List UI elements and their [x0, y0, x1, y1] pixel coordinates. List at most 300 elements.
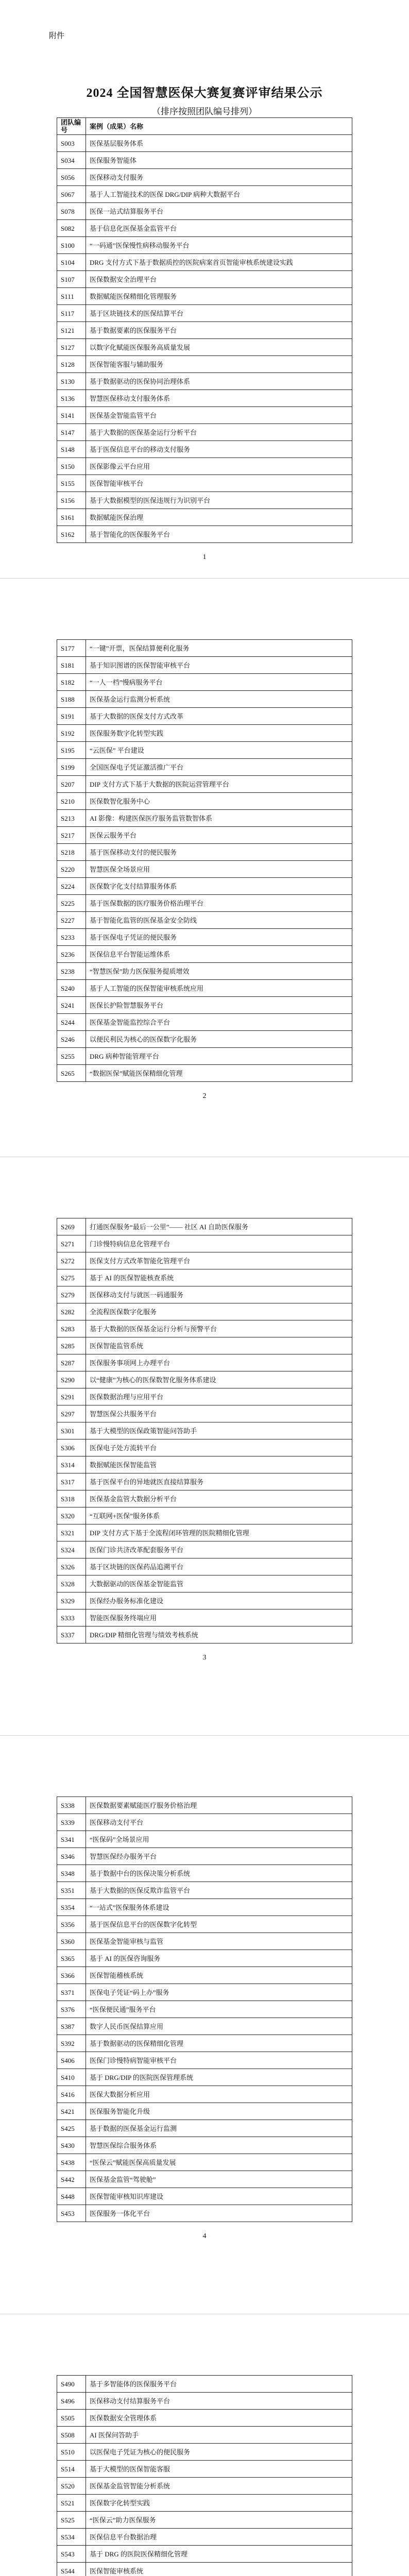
team-id-cell: S490	[57, 2376, 86, 2393]
case-name-cell: 医保智能客服与辅助服务	[86, 356, 352, 373]
team-id-cell: S438	[57, 2154, 86, 2171]
case-name-cell: 医保服务智能体	[86, 152, 352, 169]
case-name-cell: 医保移动支付平台	[86, 1814, 352, 1831]
team-id-cell: S333	[57, 1609, 86, 1626]
table-row	[57, 1320, 352, 1337]
case-name-cell: 以数字化赋能医保服务高质量发展	[86, 339, 352, 356]
case-name-cell: 医保智能审核平台	[86, 475, 352, 492]
team-id-cell: S521	[57, 2495, 86, 2512]
table-row	[57, 169, 352, 186]
team-id-cell: S287	[57, 1354, 86, 1371]
case-name-cell: 医保移动支付服务	[86, 169, 352, 186]
table-row	[57, 1456, 352, 1473]
table-row	[57, 390, 352, 407]
page-number: 3	[202, 1654, 207, 1662]
team-id-cell: S195	[57, 742, 86, 759]
case-name-cell: 基于医保信息平台的医保数字化转型	[86, 1916, 352, 1933]
case-name-cell: 医保基金智能审核与监管	[86, 1933, 352, 1950]
case-name-cell: 基于人工智能技术的医保 DRG/DIP 病种大数据平台	[86, 186, 352, 203]
team-id-cell: S220	[57, 861, 86, 878]
case-name-cell: 智慧医保经办服务平台	[86, 1848, 352, 1865]
team-id-cell: S328	[57, 1575, 86, 1592]
case-name-cell: DIP 支付方式下基于全流程闭环管理的医院精细化管理	[86, 1524, 352, 1541]
case-name-cell: 基于智能化监管的医保基金安全防线	[86, 912, 352, 929]
team-id-cell: S356	[57, 1916, 86, 1933]
team-id-cell: S117	[57, 305, 86, 322]
case-name-cell: “一码通”医保慢性病移动服务平台	[86, 237, 352, 254]
table-row	[57, 1405, 352, 1422]
table-row	[57, 1065, 352, 1082]
team-id-cell: S148	[57, 441, 86, 458]
table-row	[57, 1882, 352, 1899]
case-name-cell: 医保智能稽核系统	[86, 1967, 352, 1984]
team-id-cell: S225	[57, 895, 86, 912]
team-id-cell: S272	[57, 1252, 86, 1269]
case-name-cell: 基于大模型的医保政策智能问答助手	[86, 1422, 352, 1439]
page-number: 4	[202, 2232, 207, 2240]
table-row	[57, 691, 352, 708]
case-name-cell: 基于知识图谱的医保智能审核平台	[86, 657, 352, 674]
team-id-cell: S147	[57, 424, 86, 441]
team-id-cell: S136	[57, 390, 86, 407]
case-name-cell: 基于医保移动支付的便民服务	[86, 844, 352, 861]
team-id-cell: S442	[57, 2171, 86, 2188]
case-name-cell: 基于人工智能的医保智能审核系统应用	[86, 980, 352, 997]
case-name-cell: “一人一档”慢病服务平台	[86, 674, 352, 691]
team-id-cell: S236	[57, 946, 86, 963]
table-row	[57, 2529, 352, 2546]
team-id-cell: S207	[57, 776, 86, 793]
table-row	[57, 2035, 352, 2052]
team-id-cell: S233	[57, 929, 86, 946]
table-row	[57, 1388, 352, 1405]
results-table	[57, 1797, 352, 2222]
team-id-cell: S366	[57, 1967, 86, 1984]
page-number: 2	[202, 1092, 207, 1100]
table-row	[57, 1933, 352, 1950]
case-name-cell: 以医保电子凭证为核心的便民服务	[86, 2444, 352, 2461]
case-name-cell: 医保服务事项网上办理平台	[86, 1354, 352, 1371]
table-row	[57, 963, 352, 980]
team-id-cell: S240	[57, 980, 86, 997]
case-name-cell: “互联网+医保”服务体系	[86, 1507, 352, 1524]
table-row	[57, 1252, 352, 1269]
team-id-cell: S082	[57, 220, 86, 237]
case-name-cell: 基于数据驱动的医保精细化管理	[86, 2035, 352, 2052]
page-4	[0, 1736, 409, 2314]
table-row	[57, 1014, 352, 1031]
team-id-cell: S306	[57, 1439, 86, 1456]
table-row	[57, 2154, 352, 2171]
case-name-cell: 基于 DRG 的医院医保精细化管理	[86, 2546, 352, 2563]
team-id-cell: S376	[57, 2001, 86, 2018]
table-header-row	[57, 118, 352, 135]
team-id-cell: S244	[57, 1014, 86, 1031]
table-row	[57, 1575, 352, 1592]
case-name-cell: 医保一站式结算服务平台	[86, 203, 352, 220]
table-row	[57, 657, 352, 674]
table-row	[57, 2376, 352, 2393]
team-id-cell: S141	[57, 407, 86, 424]
case-name-cell: “医保云”助力医保服务	[86, 2512, 352, 2529]
table-row	[57, 1916, 352, 1933]
team-id-cell: S338	[57, 1797, 86, 1814]
table-row	[57, 776, 352, 793]
case-name-cell: 医保电子处方流转平台	[86, 1439, 352, 1456]
results-table	[57, 117, 352, 543]
table-row	[57, 203, 352, 220]
table-row	[57, 793, 352, 810]
case-name-cell: 医保数智化服务中心	[86, 793, 352, 810]
team-id-cell: S351	[57, 1882, 86, 1899]
table-row	[57, 1490, 352, 1507]
team-id-cell: S218	[57, 844, 86, 861]
page-3	[0, 1157, 409, 1735]
team-id-cell: S227	[57, 912, 86, 929]
page-5	[0, 2314, 409, 2576]
team-id-cell: S318	[57, 1490, 86, 1507]
case-name-cell: AI 影像：构建医保医疗服务监管数智体系	[86, 810, 352, 827]
case-name-cell: “数据医保”赋能医保精细化管理	[86, 1065, 352, 1082]
table-row	[57, 1592, 352, 1609]
team-id-cell: S291	[57, 1388, 86, 1405]
team-id-cell: S107	[57, 271, 86, 288]
table-row	[57, 725, 352, 742]
table-row	[57, 2188, 352, 2205]
case-name-cell: “一键”开票，医保结算便利化服务	[86, 640, 352, 657]
team-id-cell: S430	[57, 2137, 86, 2154]
table-row	[57, 1473, 352, 1490]
table-row	[57, 237, 352, 254]
case-name-cell: 医保基金监管智能分析系统	[86, 2478, 352, 2495]
table-row	[57, 1048, 352, 1065]
table-row	[57, 1422, 352, 1439]
case-name-cell: 基于医保数据的医疗服务价格治理平台	[86, 895, 352, 912]
table-row	[57, 1269, 352, 1286]
table-row	[57, 186, 352, 203]
table-row	[57, 810, 352, 827]
table-row	[57, 1337, 352, 1354]
case-name-cell: 基于智能化的医保服务平台	[86, 526, 352, 543]
team-id-cell: S326	[57, 1558, 86, 1575]
table-row	[57, 1031, 352, 1048]
case-name-cell: 数字人民币医保结算应用	[86, 2018, 352, 2035]
case-name-cell: 基于 DRG/DIP 的医院医保管理系统	[86, 2069, 352, 2086]
case-name-cell: 智慧医保综合服务体系	[86, 2137, 352, 2154]
team-id-cell: S534	[57, 2529, 86, 2546]
table-row	[57, 742, 352, 759]
case-name-cell: 基于 AI 的医保咨询服务	[86, 1950, 352, 1967]
table-row	[57, 1507, 352, 1524]
case-name-cell: 医保智能审核系统	[86, 2563, 352, 2576]
header-team-id: 团队编号	[57, 118, 86, 135]
team-id-cell: S365	[57, 1950, 86, 1967]
case-name-cell: 医保支付方式改革智能化管理平台	[86, 1252, 352, 1269]
team-id-cell: S544	[57, 2563, 86, 2576]
table-row	[57, 2018, 352, 2035]
table-row	[57, 424, 352, 441]
table-row	[57, 1626, 352, 1643]
table-row	[57, 441, 352, 458]
team-id-cell: S275	[57, 1269, 86, 1286]
table-row	[57, 2069, 352, 2086]
team-id-cell: S213	[57, 810, 86, 827]
table-row	[57, 997, 352, 1014]
team-id-cell: S255	[57, 1048, 86, 1065]
page-number: 1	[202, 553, 207, 561]
case-name-cell: “云医保” 平台建设	[86, 742, 352, 759]
table-row	[57, 2478, 352, 2495]
case-name-cell: 智慧医保全场景应用	[86, 861, 352, 878]
team-id-cell: S181	[57, 657, 86, 674]
table-row	[57, 492, 352, 509]
team-id-cell: S406	[57, 2052, 86, 2069]
team-id-cell: S505	[57, 2410, 86, 2427]
table-row	[57, 640, 352, 657]
case-name-cell: 门诊慢特病信息化管理平台	[86, 1235, 352, 1252]
table-row	[57, 2171, 352, 2188]
table-row	[57, 1541, 352, 1558]
team-id-cell: S067	[57, 186, 86, 203]
table-row	[57, 373, 352, 390]
team-id-cell: S246	[57, 1031, 86, 1048]
case-name-cell: “医保码”全场景应用	[86, 1831, 352, 1848]
table-row	[57, 2120, 352, 2137]
table-row	[57, 980, 352, 997]
team-id-cell: S265	[57, 1065, 86, 1082]
case-name-cell: 以“健康”为核心的医保数智化服务体系建设	[86, 1371, 352, 1388]
case-name-cell: 医保基金监管“驾驶舱”	[86, 2171, 352, 2188]
case-name-cell: “医保云”赋能医保高质量发展	[86, 2154, 352, 2171]
team-id-cell: S100	[57, 237, 86, 254]
table-row	[57, 1797, 352, 1814]
case-name-cell: 数据赋能医保精细化管理服务	[86, 288, 352, 305]
table-row	[57, 288, 352, 305]
table-row	[57, 2205, 352, 2222]
case-name-cell: “一站式”医保服务体系建设	[86, 1899, 352, 1916]
case-name-cell: 医保基金智能监控综合平台	[86, 1014, 352, 1031]
table-row	[57, 2444, 352, 2461]
team-id-cell: S217	[57, 827, 86, 844]
header-case-name: 案例（成果）名称	[86, 118, 352, 135]
team-id-cell: S188	[57, 691, 86, 708]
table-row	[57, 929, 352, 946]
team-id-cell: S354	[57, 1899, 86, 1916]
table-row	[57, 2086, 352, 2103]
team-id-cell: S156	[57, 492, 86, 509]
team-id-cell: S155	[57, 475, 86, 492]
case-name-cell: 基于数据的医保基金运行监测	[86, 2120, 352, 2137]
case-name-cell: 全国医保电子凭证激活推广平台	[86, 759, 352, 776]
table-row	[57, 827, 352, 844]
team-id-cell: S317	[57, 1473, 86, 1490]
team-id-cell: S525	[57, 2512, 86, 2529]
case-name-cell: 基于数据中台的医保决策分析系统	[86, 1865, 352, 1882]
case-name-cell: 医保基金监管大数据分析平台	[86, 1490, 352, 1507]
table-row	[57, 305, 352, 322]
table-row	[57, 1984, 352, 2001]
team-id-cell: S337	[57, 1626, 86, 1643]
table-row	[57, 1609, 352, 1626]
case-name-cell: 基于 AI 的医保智能核查系统	[86, 1269, 352, 1286]
case-name-cell: 以便民利民为核心的医保数字化服务	[86, 1031, 352, 1048]
table-row	[57, 1899, 352, 1916]
team-id-cell: S104	[57, 254, 86, 271]
case-name-cell: 智慧医保移动支付服务体系	[86, 390, 352, 407]
team-id-cell: S128	[57, 356, 86, 373]
table-row	[57, 1439, 352, 1456]
case-name-cell: 医保门诊慢特病智能审核平台	[86, 2052, 352, 2069]
table-row	[57, 1558, 352, 1575]
case-name-cell: 医保智能监管系统	[86, 1337, 352, 1354]
team-id-cell: S111	[57, 288, 86, 305]
case-name-cell: “智慧医保”助力医保服务提质增效	[86, 963, 352, 980]
table-row	[57, 1524, 352, 1541]
table-row	[57, 1218, 352, 1235]
team-id-cell: S161	[57, 509, 86, 526]
case-name-cell: DIP 支付方式下基于大数据的医院运营管理平台	[86, 776, 352, 793]
results-table	[57, 2375, 352, 2576]
table-row	[57, 2495, 352, 2512]
case-name-cell: 智慧医保公共服务平台	[86, 1405, 352, 1422]
case-name-cell: 基于区块链技术的医保结算平台	[86, 305, 352, 322]
team-id-cell: S348	[57, 1865, 86, 1882]
table-row	[57, 912, 352, 929]
table-row	[57, 2563, 352, 2576]
case-name-cell: 医保移动支付与就医一码通服务	[86, 1286, 352, 1303]
team-id-cell: S320	[57, 1507, 86, 1524]
team-id-cell: S283	[57, 1320, 86, 1337]
case-name-cell: 医保基层服务体系	[86, 135, 352, 152]
team-id-cell: S510	[57, 2444, 86, 2461]
attachment-label: 附件	[49, 31, 65, 40]
table-row	[57, 271, 352, 288]
table-row	[57, 509, 352, 526]
case-name-cell: 医保信息平台数据治理	[86, 2529, 352, 2546]
table-row	[57, 1235, 352, 1252]
table-row	[57, 1371, 352, 1388]
case-name-cell: 医保服务一体化平台	[86, 2205, 352, 2222]
table-row	[57, 759, 352, 776]
table-row	[57, 2512, 352, 2529]
case-name-cell: 智能医保服务终端应用	[86, 1609, 352, 1626]
table-row	[57, 1967, 352, 1984]
team-id-cell: S182	[57, 674, 86, 691]
case-name-cell: AI 医保问答助手	[86, 2427, 352, 2444]
table-row	[57, 135, 352, 152]
team-id-cell: S127	[57, 339, 86, 356]
team-id-cell: S421	[57, 2103, 86, 2120]
table-row	[57, 526, 352, 543]
team-id-cell: S520	[57, 2478, 86, 2495]
table-row	[57, 946, 352, 963]
case-name-cell: 大数据驱动的医保基金智能监管	[86, 1575, 352, 1592]
table-row	[57, 339, 352, 356]
table-row	[57, 861, 352, 878]
case-name-cell: 医保云服务平台	[86, 827, 352, 844]
table-row	[57, 2137, 352, 2154]
case-name-cell: DRG 支付方式下基于数据质控的医院病案首页智能审核系统建设实践	[86, 254, 352, 271]
case-name-cell: 医保数字化转型实践	[86, 2495, 352, 2512]
table-row	[57, 254, 352, 271]
table-row	[57, 2427, 352, 2444]
team-id-cell: S360	[57, 1933, 86, 1950]
case-name-cell: 医保服务数字化转型实践	[86, 725, 352, 742]
case-name-cell: “医保便民通”服务平台	[86, 2001, 352, 2018]
case-name-cell: 医保电子凭证“码上办”服务	[86, 1984, 352, 2001]
team-id-cell: S130	[57, 373, 86, 390]
table-row	[57, 1950, 352, 1967]
team-id-cell: S177	[57, 640, 86, 657]
team-id-cell: S210	[57, 793, 86, 810]
page-1	[0, 0, 409, 578]
table-row	[57, 356, 352, 373]
table-row	[57, 708, 352, 725]
table-row	[57, 1848, 352, 1865]
team-id-cell: S329	[57, 1592, 86, 1609]
team-id-cell: S285	[57, 1337, 86, 1354]
case-name-cell: 医保大数据分析应用	[86, 2086, 352, 2103]
table-row	[57, 1354, 352, 1371]
team-id-cell: S271	[57, 1235, 86, 1252]
team-id-cell: S514	[57, 2461, 86, 2478]
team-id-cell: S314	[57, 1456, 86, 1473]
case-name-cell: 基于大数据模型的医保违规行为识别平台	[86, 492, 352, 509]
case-name-cell: 医保数据要素赋能医疗服务价格治理	[86, 1797, 352, 1814]
results-table	[57, 639, 352, 1082]
table-row	[57, 2052, 352, 2069]
case-name-cell: 医保移动支付结算服务平台	[86, 2393, 352, 2410]
team-id-cell: S387	[57, 2018, 86, 2035]
case-name-cell: 医保数字化支付结算服务体系	[86, 878, 352, 895]
table-row	[57, 2546, 352, 2563]
table-row	[57, 152, 352, 169]
team-id-cell: S199	[57, 759, 86, 776]
case-name-cell: 医保门诊共济改革配套服务平台	[86, 1541, 352, 1558]
team-id-cell: S192	[57, 725, 86, 742]
team-id-cell: S448	[57, 2188, 86, 2205]
table-row	[57, 458, 352, 475]
team-id-cell: S410	[57, 2069, 86, 2086]
case-name-cell: 基于区块链的医保药品追溯平台	[86, 1558, 352, 1575]
team-id-cell: S416	[57, 2086, 86, 2103]
case-name-cell: 基于大模型的医保智能客服	[86, 2461, 352, 2478]
case-name-cell: 基于数据要素的医保服务平台	[86, 322, 352, 339]
case-name-cell: 数据赋能医保治理	[86, 509, 352, 526]
table-row	[57, 2393, 352, 2410]
team-id-cell: S034	[57, 152, 86, 169]
team-id-cell: S543	[57, 2546, 86, 2563]
table-row	[57, 2103, 352, 2120]
case-name-cell: 基于信息化医保基金监管平台	[86, 220, 352, 237]
team-id-cell: S425	[57, 2120, 86, 2137]
team-id-cell: S003	[57, 135, 86, 152]
team-id-cell: S238	[57, 963, 86, 980]
case-name-cell: 基于大数据的医保支付方式改革	[86, 708, 352, 725]
team-id-cell: S282	[57, 1303, 86, 1320]
case-name-cell: 医保服务智能化升级	[86, 2103, 352, 2120]
team-id-cell: S191	[57, 708, 86, 725]
team-id-cell: S301	[57, 1422, 86, 1439]
case-name-cell: 数据赋能医保智能监管	[86, 1456, 352, 1473]
table-row	[57, 1303, 352, 1320]
case-name-cell: 基于大数据的医保反欺诈监管平台	[86, 1882, 352, 1899]
table-row	[57, 407, 352, 424]
team-id-cell: S162	[57, 526, 86, 543]
team-id-cell: S224	[57, 878, 86, 895]
table-row	[57, 475, 352, 492]
case-name-cell: 打通医保服务“最后一公里”—— 社区 AI 自助医保服务	[86, 1218, 352, 1235]
